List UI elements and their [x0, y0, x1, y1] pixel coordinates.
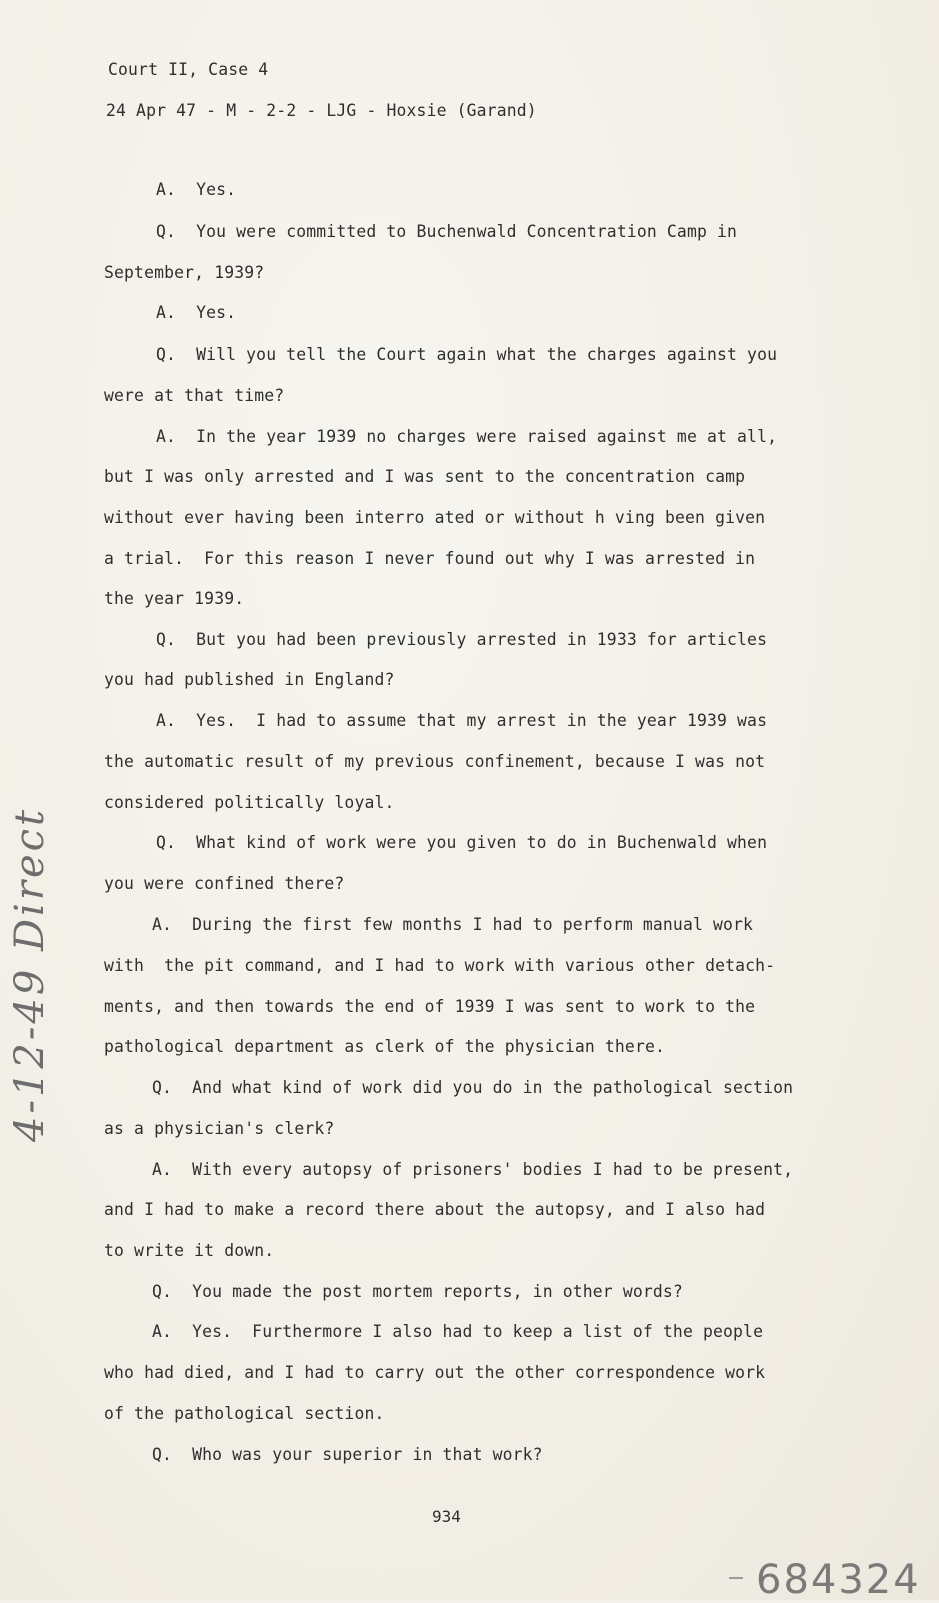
transcript-line: and I had to make a record there about the autopsy, and I also had [104, 1200, 766, 1219]
transcript-line: A. With every autopsy of prisoners' bodies I had to be present, [152, 1160, 794, 1179]
transcript-line: A. Yes. [156, 303, 237, 322]
transcript-line: Q. What kind of work were you given to do in Buchenwald when [156, 833, 768, 852]
page-number: 934 [432, 1507, 461, 1526]
transcript-line: as a physician's clerk? [104, 1119, 335, 1138]
transcript-line: were at that time? [104, 386, 285, 405]
transcript-line: A. Yes. [156, 180, 237, 199]
transcript-line: A. During the first few months I had to perform manual work [152, 915, 754, 934]
transcript-line: Q. Will you tell the Court again what the charges against you [156, 345, 778, 364]
transcript-line: pathological department as clerk of the physician there. [104, 1037, 666, 1056]
transcript-line: Q. But you had been previously arrested in 1933 for articles [156, 630, 768, 649]
transcript-line: with the pit command, and I had to work with various other detach- [104, 956, 776, 975]
transcript-line: ments, and then towards the end of 1939 I was sent to work to the [104, 997, 756, 1016]
transcript-line: without ever having been interro ated or without h ving been given [104, 508, 766, 527]
header-session-line: 24 Apr 47 - M - 2-2 - LJG - Hoxsie (Garand) [106, 101, 537, 120]
transcript-line: you had published in England? [104, 670, 395, 689]
transcript-line: Q. And what kind of work did you do in the pathological section [152, 1078, 794, 1097]
transcript-line: the automatic result of my previous confinement, because I was not [104, 752, 766, 771]
transcript-line: Q. You made the post mortem reports, in other words? [152, 1282, 683, 1301]
transcript-line: A. Yes. I had to assume that my arrest in the year 1939 was [156, 711, 768, 730]
transcript-line: who had died, and I had to carry out the other correspondence work [104, 1363, 766, 1382]
transcript-line: a trial. For this reason I never found out why I was arrested in [104, 549, 756, 568]
handwritten-margin-note: 4-12-49 Direct [7, 806, 53, 1142]
transcript-line: the year 1939. [104, 589, 245, 608]
header-case-line: Court II, Case 4 [108, 60, 269, 79]
stamp-dash [729, 1577, 743, 1579]
transcript-line: A. Yes. Furthermore I also had to keep a list of the people [152, 1322, 764, 1341]
transcript-line: but I was only arrested and I was sent to the concentration camp [104, 467, 746, 486]
archive-stamp-number: 684324 [756, 1557, 921, 1603]
transcript-line: considered politically loyal. [104, 793, 395, 812]
transcript-line: September, 1939? [104, 263, 265, 282]
transcript-line: of the pathological section. [104, 1404, 385, 1423]
transcript-line: Q. Who was your superior in that work? [152, 1445, 543, 1464]
transcript-line: to write it down. [104, 1241, 275, 1260]
transcript-line: you were confined there? [104, 874, 345, 893]
transcript-line: Q. You were committed to Buchenwald Concentration Camp in [156, 222, 738, 241]
transcript-line: A. In the year 1939 no charges were raised against me at all, [156, 427, 778, 446]
